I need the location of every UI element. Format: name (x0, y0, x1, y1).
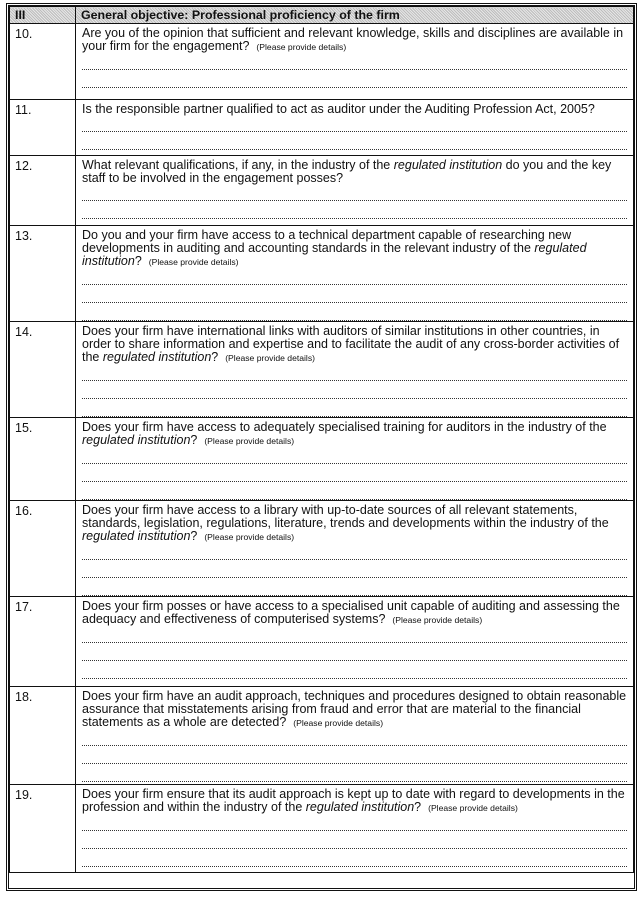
regulated-institution-term: regulated institution (82, 529, 191, 543)
question-row (10, 785, 634, 873)
question-number: 15. (10, 418, 76, 501)
answer-line[interactable] (82, 831, 627, 849)
question-row (10, 322, 634, 418)
answer-line[interactable] (82, 285, 627, 303)
regulated-institution-term: regulated institution (305, 800, 415, 814)
regulated-institution-term: regulated institution (102, 350, 212, 364)
answer-line[interactable] (82, 560, 627, 578)
question-text-tail: ? (211, 350, 219, 364)
question-cell (76, 322, 634, 418)
answer-line[interactable] (82, 132, 627, 150)
answer-line[interactable] (82, 730, 627, 746)
provide-details-note: (Please provide details) (204, 436, 295, 446)
question-number: 14. (10, 322, 76, 418)
answer-line[interactable] (82, 544, 627, 560)
question-number: 11. (10, 100, 76, 156)
provide-details-note: (Please provide details) (225, 353, 315, 363)
question-text-main: Does your firm have international links with auditors of similar institutions in other countries, in order to share information and expertise and to facilitate the audit of any cross-border activities of the (82, 324, 620, 364)
answer-line[interactable] (82, 365, 627, 381)
answer-line[interactable] (82, 116, 627, 132)
question-row (10, 24, 634, 100)
answer-line[interactable] (82, 482, 627, 500)
answer-line[interactable] (82, 849, 627, 867)
question-number: 10. (10, 24, 76, 100)
question-cell (76, 100, 634, 156)
question-text (82, 159, 627, 185)
regulated-institution-term: regulated institution (82, 241, 587, 268)
provide-details-note: (Please provide details) (204, 532, 295, 542)
question-text-tail: ? (190, 433, 198, 447)
question-text-tail: ? (190, 529, 198, 543)
question-cell (76, 156, 634, 226)
question-text-tail: ? (414, 800, 422, 814)
question-row (10, 687, 634, 785)
question-cell (76, 597, 634, 687)
question-text (82, 421, 627, 448)
question-row (10, 226, 634, 322)
regulated-institution-term: regulated institution (82, 433, 191, 447)
question-text-main: Does your firm posses or have access to a specialised unit capable of auditing and assessing the adequacy and effectiveness of computerised systems? (82, 599, 620, 626)
answer-line[interactable] (82, 764, 627, 782)
answer-line[interactable] (82, 54, 627, 70)
answer-line[interactable] (82, 448, 627, 464)
question-text (82, 103, 627, 116)
question-row (10, 156, 634, 226)
question-cell (76, 687, 634, 785)
question-text-tail: ? (134, 254, 142, 268)
question-cell (76, 501, 634, 597)
question-text (82, 325, 627, 365)
question-text (82, 27, 627, 54)
question-text (82, 788, 627, 815)
answer-line[interactable] (82, 185, 627, 201)
answer-line[interactable] (82, 201, 627, 219)
question-number: 12. (10, 156, 76, 226)
regulated-institution-term: regulated institution (393, 158, 503, 172)
section-number: III (15, 8, 26, 22)
provide-details-note: (Please provide details) (256, 42, 347, 52)
question-text-main: Is the responsible partner qualified to act as auditor under the Auditing Profession Act, 2005? (82, 102, 595, 116)
question-number: 16. (10, 501, 76, 597)
question-cell (76, 24, 634, 100)
answer-line[interactable] (82, 303, 627, 321)
answer-line[interactable] (82, 381, 627, 399)
question-number: 13. (10, 226, 76, 322)
answer-line[interactable] (82, 627, 627, 643)
question-cell (76, 785, 634, 873)
question-text-main: Does your firm have an audit approach, techniques and procedures designed to obtain reasonable assurance that misstatements arising from fraud and error that are material to the financial statements as a whole are detected? (82, 689, 627, 729)
question-row (10, 418, 634, 501)
section-number-cell (10, 7, 76, 24)
question-text-main: What relevant qualifications, if any, in the industry of the (82, 158, 391, 172)
answer-line[interactable] (82, 643, 627, 661)
form-frame (6, 3, 637, 891)
question-number: 19. (10, 785, 76, 873)
question-cell (76, 226, 634, 322)
section-title-cell (76, 7, 634, 24)
question-row (10, 501, 634, 597)
answer-line[interactable] (82, 70, 627, 88)
questionnaire-table (9, 6, 634, 873)
question-number: 18. (10, 687, 76, 785)
section-header-row (10, 7, 634, 24)
question-text-main: Does your firm have access to a library with up-to-date sources of all relevant statements, standards, legislation, regulations, literature, trends and developments within the industry of the (82, 503, 609, 530)
question-row (10, 100, 634, 156)
question-cell (76, 418, 634, 501)
question-text (82, 600, 627, 627)
question-text (82, 229, 627, 269)
provide-details-note: (Please provide details) (428, 803, 518, 813)
question-row (10, 597, 634, 687)
answer-line[interactable] (82, 269, 627, 285)
answer-line[interactable] (82, 661, 627, 679)
answer-line[interactable] (82, 464, 627, 482)
section-title: General objective: Professional proficiency of the firm (81, 8, 400, 22)
question-text-main: Are you of the opinion that sufficient and relevant knowledge, skills and disciplines are available in your firm for the engagement? (82, 26, 624, 53)
answer-line[interactable] (82, 578, 627, 596)
answer-line[interactable] (82, 399, 627, 417)
provide-details-note: (Please provide details) (148, 257, 239, 267)
question-text-main: Do you and your firm have access to a technical department capable of researching new developments in auditing and accounting standards in the relevant industry of the (82, 228, 572, 255)
answer-line[interactable] (82, 815, 627, 831)
question-text (82, 690, 627, 730)
answer-line[interactable] (82, 746, 627, 764)
question-text (82, 504, 627, 544)
question-text-tail: do you and the key staff to be involved in the engagement posses? (82, 158, 612, 185)
question-text-main: Does your firm have access to adequately specialised training for auditors in the industry of the (82, 420, 607, 434)
question-number: 17. (10, 597, 76, 687)
question-text-main: Does your firm ensure that its audit approach is kept up to date with regard to developments in the profession and within the industry of the (82, 787, 625, 814)
provide-details-note: (Please provide details) (392, 615, 483, 625)
provide-details-note: (Please provide details) (293, 718, 384, 728)
